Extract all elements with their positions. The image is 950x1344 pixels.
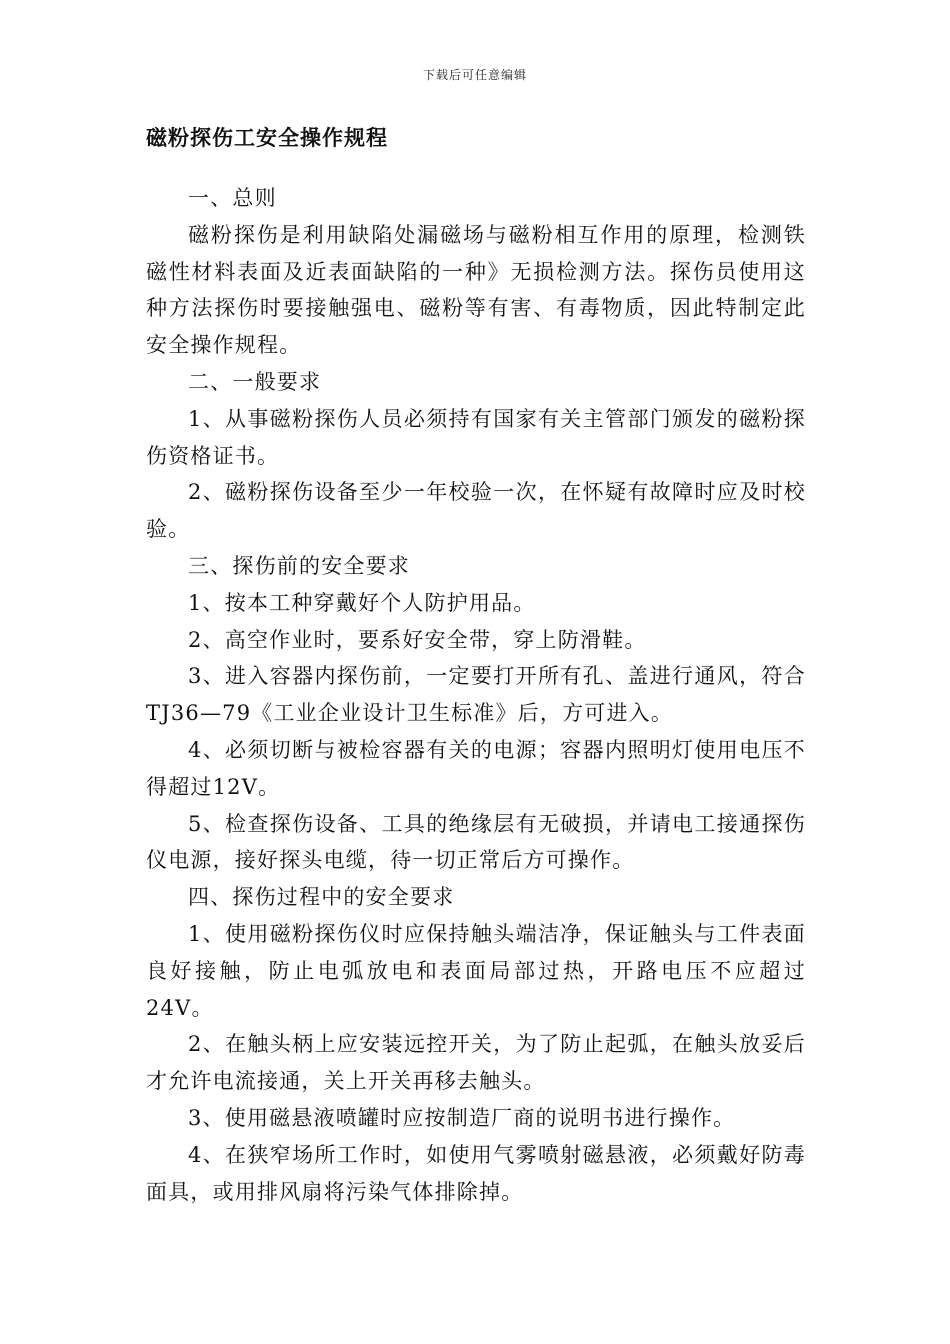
header-note: 下载后可任意编辑	[422, 68, 527, 82]
section-heading-during-inspection: 四、探伤过程中的安全要求	[188, 885, 455, 910]
paragraph: 5、检查探伤设备、工具的绝缘层有无破损，并请电工接通探伤仪电源，接好探头电缆，待一切正常后方可操作。	[146, 811, 806, 873]
section-heading-pre-inspection: 三、探伤前的安全要求	[188, 553, 410, 578]
paragraph: 1、从事磁粉探伤人员必须持有国家有关主管部门颁发的磁粉探伤资格证书。	[146, 406, 806, 468]
paragraph: 2、磁粉探伤设备至少一年校验一次，在怀疑有故障时应及时校验。	[146, 480, 806, 542]
paragraph: 3、进入容器内探伤前，一定要打开所有孔、盖进行通风，符合TJ36—79《工业企业设计卫生标准》后，方可进入。	[146, 664, 806, 726]
paragraph: 1、按本工种穿戴好个人防护用品。	[188, 590, 536, 615]
paragraph: 2、在触头柄上应安装远控开关，为了防止起弧，在触头放妥后才允许电流接通，关上开关再移去触头。	[146, 1032, 806, 1094]
paragraph: 4、在狭窄场所工作时，如使用气雾喷射磁悬液，必须戴好防毒面具，或用排风扇将污染气体排除掉。	[146, 1142, 806, 1204]
document-title: 磁粉探伤工安全操作规程	[146, 126, 388, 150]
paragraph: 磁粉探伤是利用缺陷处漏磁场与磁粉相互作用的原理，检测铁磁性材料表面及近表面缺陷的一种》无损检测方法。探伤员使用这种方法探伤时要接触强电、磁粉等有害、有毒物质，因此特制定此安全操作规程。	[146, 222, 806, 358]
section-heading-general: 一、总则	[188, 186, 277, 210]
paragraph: 3、使用磁悬液喷罐时应按制造厂商的说明书进行操作。	[188, 1105, 736, 1130]
paragraph: 4、必须切断与被检容器有关的电源；容器内照明灯使用电压不得超过12V。	[146, 737, 806, 799]
document-body	[146, 180, 806, 1210]
paragraph: 1、使用磁粉探伤仪时应保持触头端洁净，保证触头与工件表面良好接触，防止电弧放电和表面局部过热，开路电压不应超过24V。	[146, 921, 806, 1020]
paragraph: 2、高空作业时，要系好安全带，穿上防滑鞋。	[188, 627, 647, 652]
section-heading-general-requirements: 二、一般要求	[188, 369, 322, 394]
